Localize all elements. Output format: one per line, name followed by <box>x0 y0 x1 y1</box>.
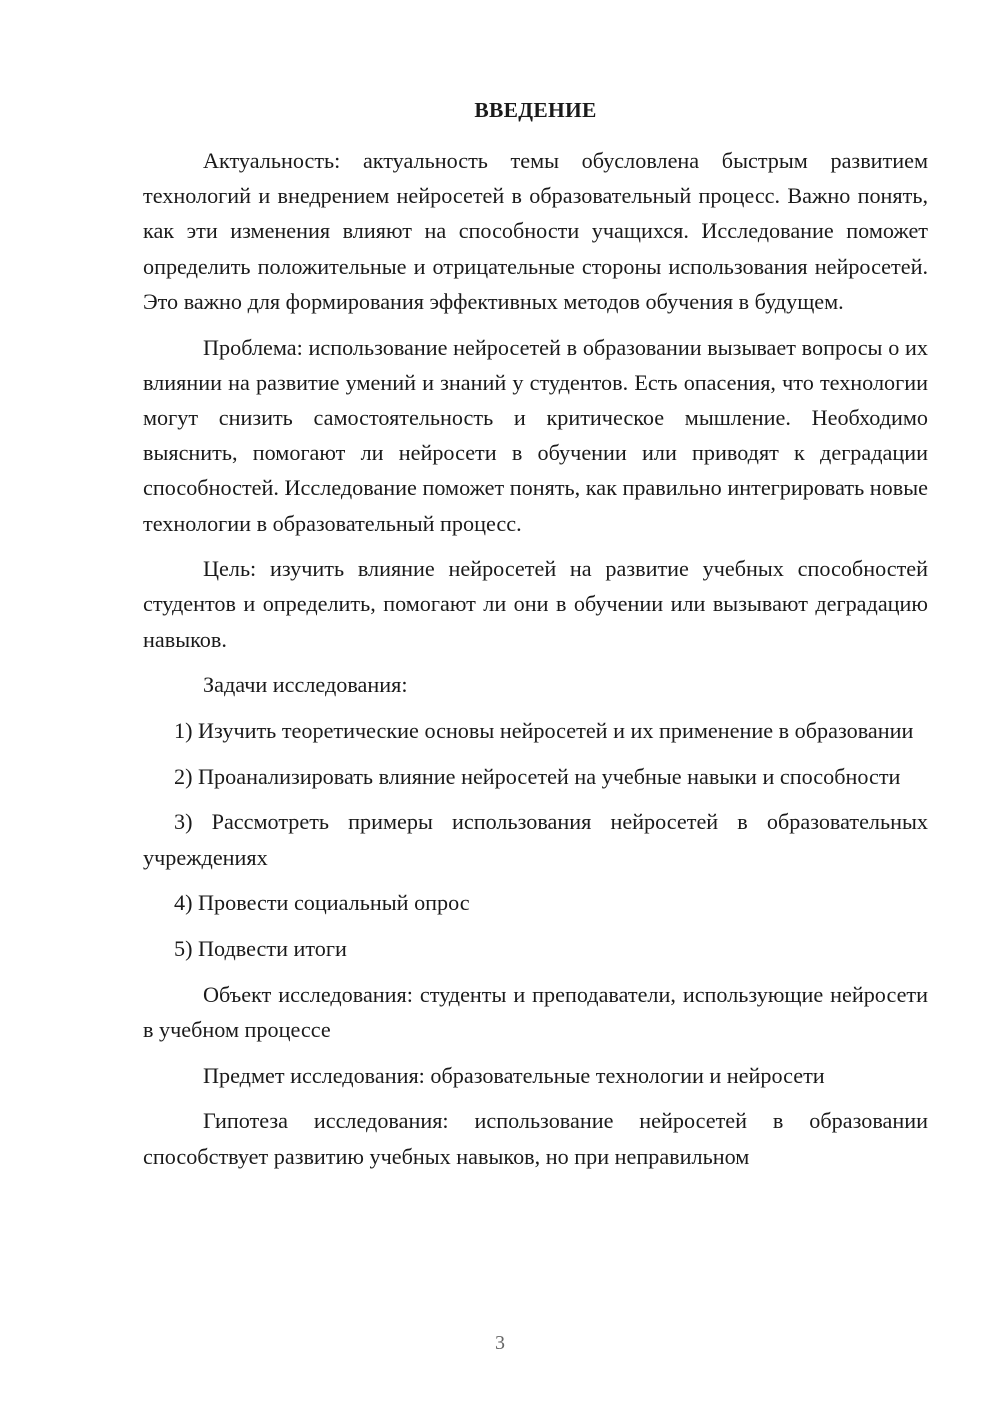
paragraph-relevance: Актуальность: актуальность темы обусловлена быстрым развитием технологий и внедрением нейросетей в образовательный процесс. Важно понять, как эти изменения влияют на способности учащихся. Исследование поможет определить положительные и отрицательные стороны использования нейросетей. Это важно для формирования эффективных методов обучения в будущем. <box>143 148 928 314</box>
paragraph-hypothesis: Гипотеза исследования: использование нейросетей в образовании способствует развитию учебных навыков, но при неправильном <box>143 1108 928 1169</box>
paragraph-goal: Цель: изучить влияние нейросетей на развитие учебных способностей студентов и определить, помогают ли они в обучении или вызывают деградацию навыков. <box>143 556 928 652</box>
page-number: 3 <box>495 1332 505 1354</box>
paragraph-subject: Предмет исследования: образовательные технологии и нейросети <box>203 1062 825 1088</box>
page-title: ВВЕДЕНИЕ <box>474 98 597 122</box>
paragraph-object: Объект исследования: студенты и преподаватели, использующие нейросети в учебном процессе <box>143 981 928 1042</box>
task-item-4: 4) Провести социальный опрос <box>174 890 470 916</box>
task-item-3: 3) Рассмотреть примеры использования нейросетей в образовательных учреждениях <box>143 809 928 870</box>
document-page <box>143 92 928 1174</box>
paragraph-tasks-heading: Задачи исследования: <box>203 672 408 698</box>
task-item-2: 2) Проанализировать влияние нейросетей на учебные навыки и способности <box>174 763 901 789</box>
task-item-1: 1) Изучить теоретические основы нейросетей и их применение в образовании <box>174 718 914 744</box>
task-item-5: 5) Подвести итоги <box>174 936 347 962</box>
paragraph-problem: Проблема: использование нейросетей в образовании вызывает вопросы о их влиянии на развитие умений и знаний у студентов. Есть опасения, что технологии могут снизить самостоятельность и критическое мышление. Необходимо выяснить, помогают ли нейросети в обучении или приводят к деградации способностей. Исследование поможет понять, как правильно интегрировать новые технологии в образовательный процесс. <box>143 334 928 536</box>
